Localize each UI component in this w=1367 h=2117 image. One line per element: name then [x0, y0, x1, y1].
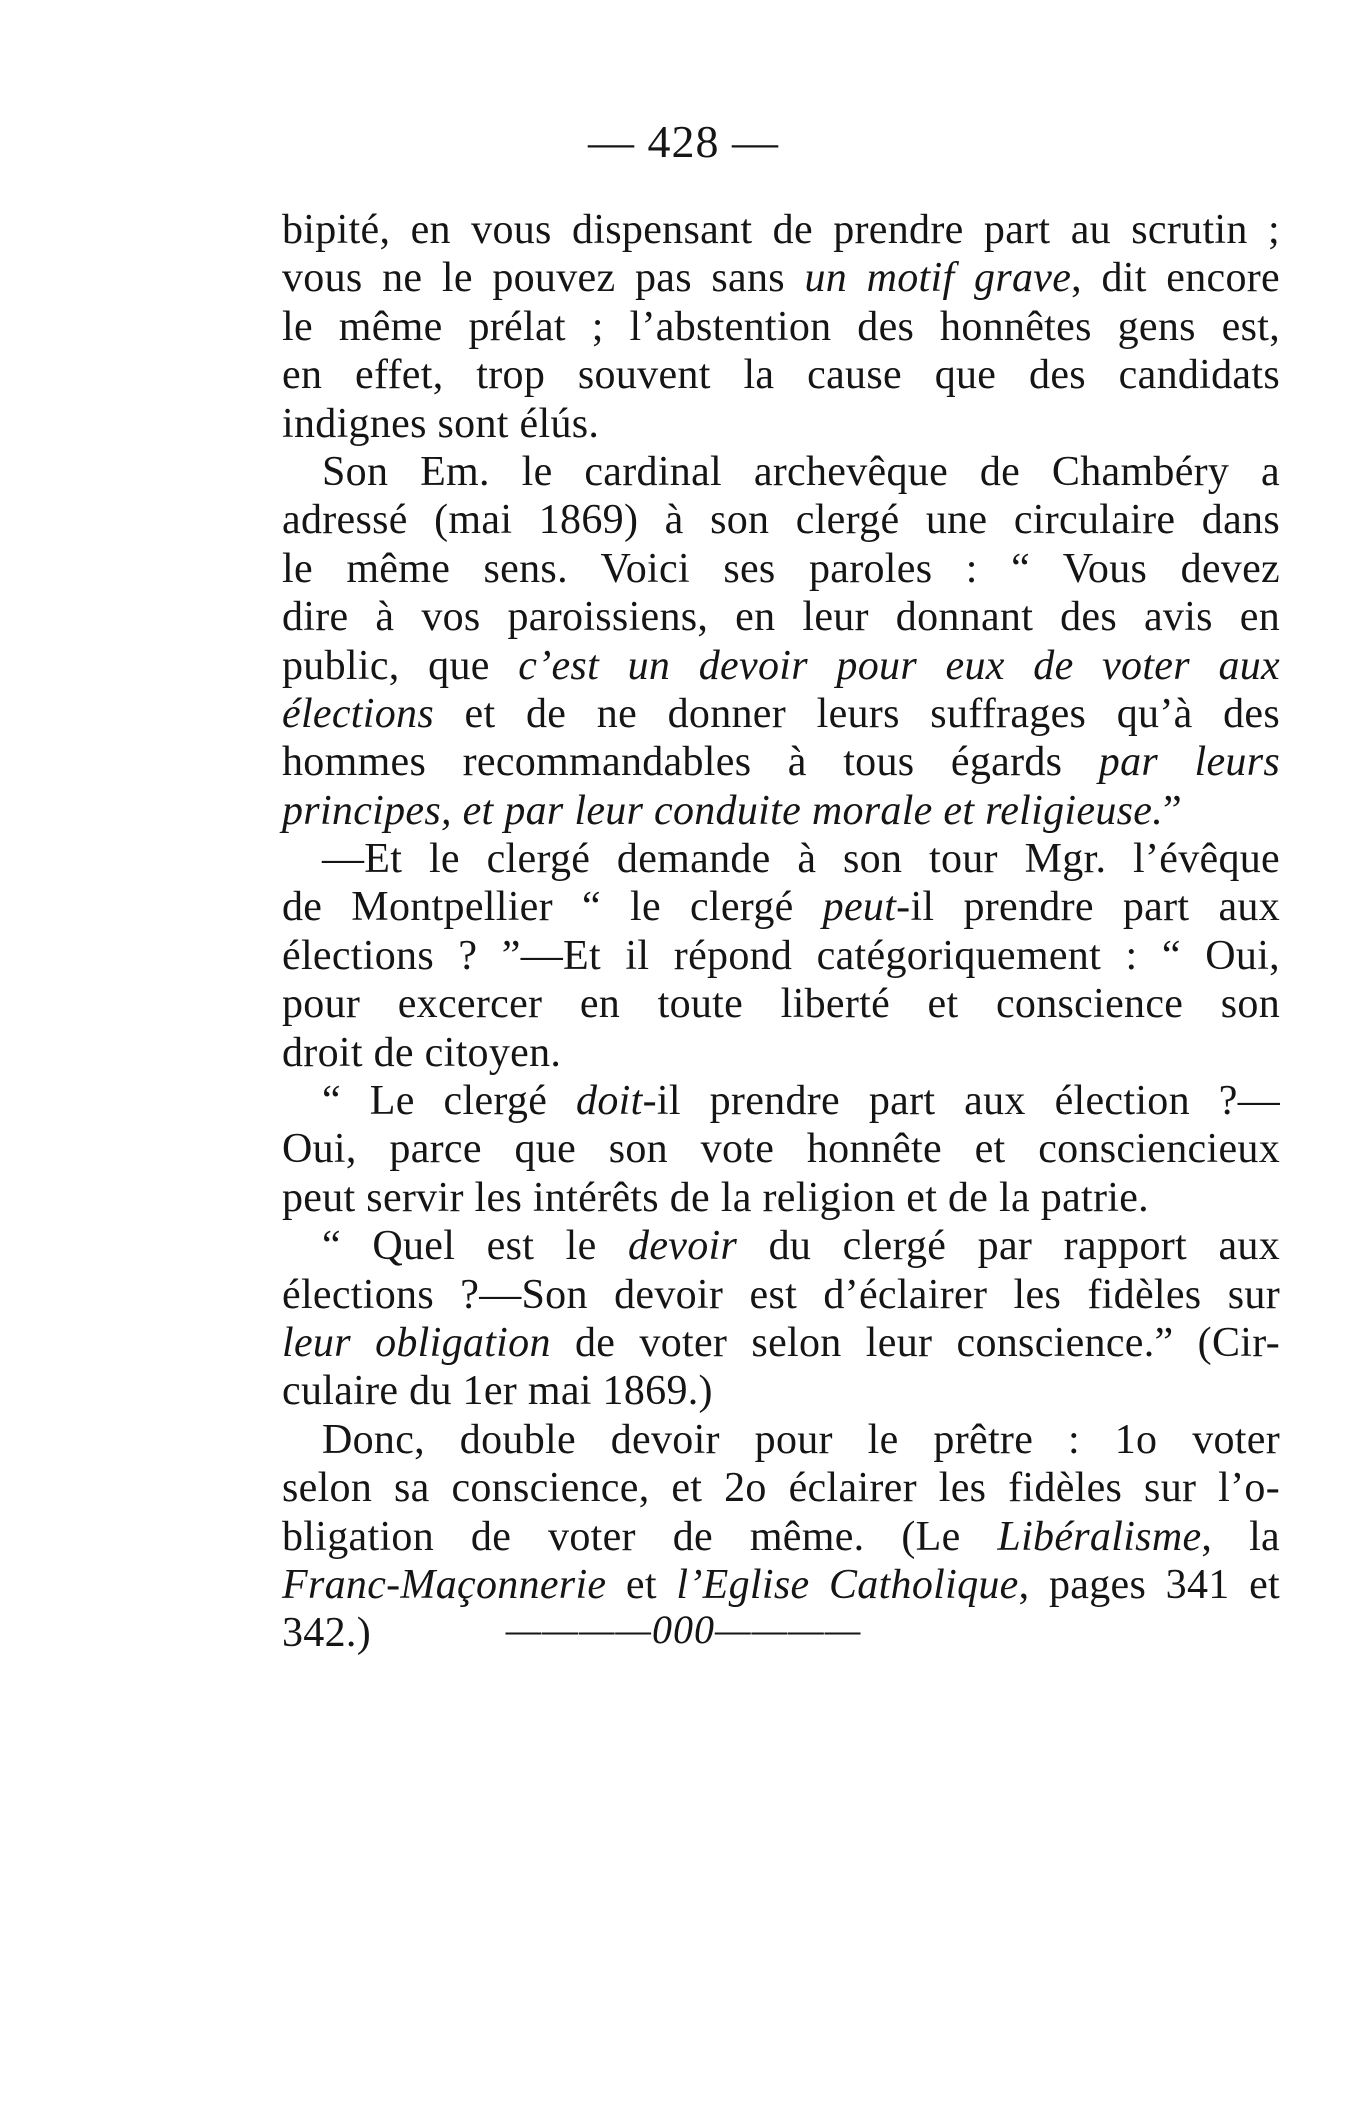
text-segment: Son Em. le cardinal archevêque de Chambéry a — [322, 448, 1280, 495]
italic-text: c’est un devoir pour eux de voter aux — [518, 642, 1280, 689]
text-segment: dire à vos paroissiens, en leur donnant des avis en — [282, 594, 1280, 641]
italic-text: principes, et par leur conduite morale et religieuse. — [282, 787, 1164, 834]
text-line — [282, 254, 1280, 302]
text-segment: pour excercer en toute liberté et conscience son — [282, 981, 1280, 1028]
italic-text: peut — [822, 884, 897, 931]
text-segment: public, que — [282, 642, 519, 689]
text-line — [282, 980, 1280, 1028]
text-line — [282, 1464, 1280, 1512]
italic-text: devoir — [628, 1223, 738, 1270]
text-line — [282, 1174, 1280, 1222]
text-segment: 342.) — [282, 1610, 371, 1657]
text-segment: de Montpellier “ le clergé — [282, 884, 823, 931]
text-segment: bligation de voter de même. (Le — [282, 1513, 998, 1560]
paragraph — [282, 206, 1280, 448]
text-segment: le même sens. Voici ses paroles : “ Vous devez — [282, 545, 1280, 592]
italic-text: Libéralisme — [997, 1513, 1202, 1560]
text-line — [282, 642, 1280, 690]
text-line — [282, 351, 1280, 399]
text-segment: Donc, double devoir pour le prêtre : 1o voter — [322, 1416, 1280, 1463]
text-segment: élections ? ”—Et il répond catégoriquement : “ Oui, — [282, 932, 1280, 979]
text-line — [282, 1561, 1280, 1609]
italic-text: leur obligation — [282, 1319, 551, 1366]
text-segment: , dit encore — [1071, 255, 1280, 302]
italic-text: un motif grave — [804, 255, 1072, 302]
text-segment: élections ?—Son devoir est d’éclairer les fidèles sur — [282, 1271, 1280, 1318]
text-line — [282, 545, 1280, 593]
italic-text: élections — [282, 690, 434, 737]
text-line — [282, 932, 1280, 980]
text-segment: Oui, parce que son vote honnête et consciencieux — [282, 1126, 1280, 1173]
text-line — [282, 1319, 1280, 1367]
text-line — [282, 738, 1280, 786]
text-line — [282, 690, 1280, 738]
text-line — [282, 1367, 1280, 1415]
text-line — [282, 1029, 1280, 1077]
text-line — [282, 883, 1280, 931]
text-line — [282, 1222, 1280, 1270]
text-segment: bipité, en vous dispensant de prendre part au scrutin ; — [282, 207, 1280, 253]
text-segment: peut servir les intérêts de la religion et de la patrie. — [282, 1174, 1149, 1221]
text-segment: droit de citoyen. — [282, 1029, 562, 1076]
text-line — [282, 1271, 1280, 1319]
text-segment: -il prendre part aux — [896, 884, 1280, 931]
text-line — [282, 1125, 1280, 1173]
text-line — [282, 835, 1280, 883]
text-line — [282, 787, 1280, 835]
text-segment: le même prélat ; l’abstention des honnêtes gens est, — [282, 303, 1280, 350]
text-segment: -il prendre part aux élection ?— — [642, 1078, 1280, 1125]
italic-text: par leurs — [1098, 739, 1280, 786]
text-line — [282, 303, 1280, 351]
text-segment: , pages 341 et — [1018, 1561, 1281, 1608]
text-line — [282, 400, 1280, 448]
page-number: — 428 — — [588, 116, 779, 167]
paragraph — [282, 1077, 1280, 1222]
text-line — [282, 448, 1280, 496]
text-segment: “ Le clergé — [322, 1078, 577, 1125]
italic-text: l’Eglise Catholique — [676, 1561, 1019, 1608]
paragraph — [282, 835, 1280, 1077]
text-segment: hommes recommandables à tous égards — [282, 739, 1099, 786]
text-line — [282, 1513, 1280, 1561]
text-line — [282, 593, 1280, 641]
text-segment: —Et le clergé demande à son tour Mgr. l’évêque — [322, 836, 1280, 883]
text-segment: et — [606, 1561, 677, 1608]
text-segment: en effet, trop souvent la cause que des candidats — [282, 352, 1280, 399]
text-segment: selon sa conscience, et 2o éclairer les fidèles sur l’o- — [282, 1465, 1280, 1512]
text-line — [282, 496, 1280, 544]
text-segment: , la — [1201, 1513, 1281, 1560]
text-segment: ” — [1163, 787, 1182, 834]
text-segment: du clergé par rapport aux — [737, 1223, 1280, 1270]
text-line — [282, 1077, 1280, 1125]
text-line — [282, 206, 1280, 254]
paragraph — [282, 1222, 1280, 1416]
italic-text: doit — [576, 1078, 643, 1125]
text-segment: vous ne le pouvez pas sans — [282, 255, 805, 302]
text-segment: indignes sont élús. — [282, 400, 600, 447]
text-segment: adressé (mai 1869) à son clergé une circulaire dans — [282, 497, 1280, 544]
section-end-ornament: ————000———— — [505, 1607, 862, 1652]
text-segment: culaire du 1er mai 1869.) — [282, 1368, 713, 1415]
paragraph — [282, 448, 1280, 835]
text-line — [282, 1416, 1280, 1464]
italic-text: Franc-Maçonnerie — [282, 1561, 607, 1608]
text-segment: de voter selon leur conscience.” (Cir- — [550, 1319, 1280, 1366]
text-segment: et de ne donner leurs suffrages qu’à des — [433, 690, 1280, 737]
text-segment: “ Quel est le — [322, 1223, 629, 1270]
body-text — [282, 206, 1280, 1658]
